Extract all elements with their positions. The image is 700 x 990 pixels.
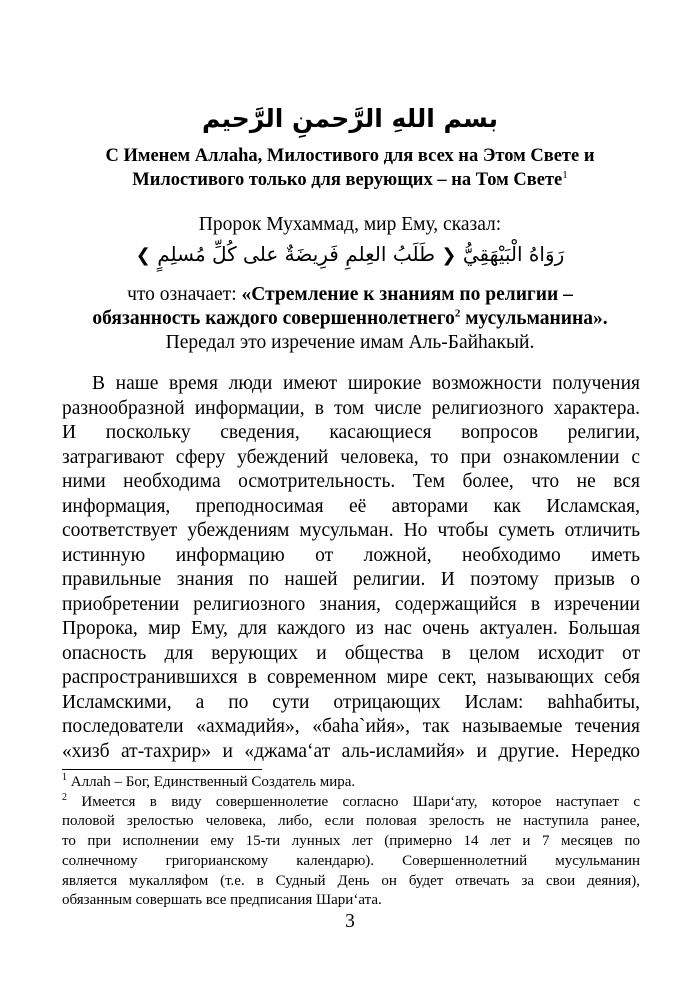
body-line: Исламскими, а по сути отрицающих Ислам: ваhhабиты, (62, 691, 640, 713)
footnote-divider (62, 769, 262, 770)
footnote-2-line: солнечному григорианскому календарю). Совершеннолетний мусульманин (62, 852, 640, 869)
body-paragraph (62, 372, 640, 764)
hadith-arabic (90, 238, 610, 270)
footnote-ref-2[interactable]: 2 (454, 307, 461, 320)
title-line-2: Милостивого только для верующих – на Том Свете$^1$ (132, 168, 568, 190)
body-line: затрагивают сферу убеждений человека, то при ознакомлении с (62, 446, 640, 468)
footnote-2-line: является мукалляфом (т.е. в Судный День он будет отвечать за свои деяния), (62, 872, 640, 889)
page-number: 3 (345, 911, 355, 932)
footnote-2-line: половой зрелостью человека, либо, если половая зрелость не наступила ранее, (62, 813, 640, 830)
body-line: В наше время люди имеют широкие возможности получения (92, 373, 640, 394)
footnote-2: $^2$ Имеется в виду совершеннолетие согласно Шари‘ату, которое наступает с (62, 791, 640, 810)
body-line: приобретении религиозного знания, содержащийся в изречении (62, 593, 640, 615)
body-line: Пророка, мир Ему, для каждого из нас очень актуален. Большая (62, 618, 640, 639)
footnote-1-marker: 1 (62, 772, 67, 783)
body-line: истинную информацию от ложной, необходимо иметь (62, 544, 640, 566)
ornament-left-icon: ❮ (135, 245, 151, 266)
hadith-transmitter: Передал это изречение имам Аль-Байhакый. (165, 332, 535, 353)
ornament-right-icon: ❯ (441, 245, 457, 266)
footnotes (62, 773, 640, 911)
hadith-meaning (60, 283, 640, 355)
body-line: последователи «ахмадийя», «баhа`ийя», так называемые течения (62, 716, 640, 737)
footnote-2-line: обязанным совершать все предписания Шари‘ата. (62, 892, 382, 909)
body-line: соответствует убеждениям мусульман. Но чтобы суметь отличить (62, 520, 640, 541)
body-line: разнообразной информации, в том числе религиозного характера. (62, 397, 640, 419)
body-line: ними необходима осмотрительность. Тем более, что не вся (62, 471, 640, 492)
body-line: «хизб ат-тахрир» и «джама‘ат аль-исламийя» и другие. Нередко (62, 740, 640, 762)
meaning-line-2: обязанность каждого совершеннолетнего$^2$ мусульманина». (92, 307, 608, 329)
basmala-heading: بسم اللهِ الرَّحمنِ الرَّحيم (202, 104, 498, 133)
body-line: И поскольку сведения, касающиеся вопросов религии, (62, 422, 640, 443)
footnote-ref-1[interactable]: 1 (562, 168, 568, 181)
footnote-2-marker: 2 (62, 791, 67, 803)
body-line: распространившихся в современном мире сект, называющих себя (62, 667, 640, 688)
body-line: информация, преподносимая её авторами как Исламская, (62, 495, 640, 517)
body-line: правильные знания по нашей религии. И поэтому призыв о (62, 569, 640, 590)
footnote-1: $^1$ Аллаh – Бог, Единственный Создатель мира. (62, 772, 356, 790)
meaning-line-1: что означает: «Стремление к знаниям по религии – (127, 284, 573, 305)
hadith-arabic-source: رَوَاهُ الْبَيْهَقِيُّ (462, 242, 565, 266)
title-line-1: С Именем Аллаhа, Милостивого для всех на Этом Свете и (105, 146, 595, 166)
page-title (60, 144, 640, 192)
hadith-arabic-text: طَلَبُ العِلمِ فَرِيضَةٌ على كُلِّ مُسلِمٍ (157, 242, 435, 266)
body-line: опасность для верующих и общества в целом исходит от (62, 642, 640, 664)
hadith-intro: Пророк Мухаммад, мир Ему, сказал: (198, 214, 502, 235)
footnote-2-line: то при исполнении ему 15-ти лунных лет (примерно 14 лет и 7 месяцев по (62, 833, 640, 850)
